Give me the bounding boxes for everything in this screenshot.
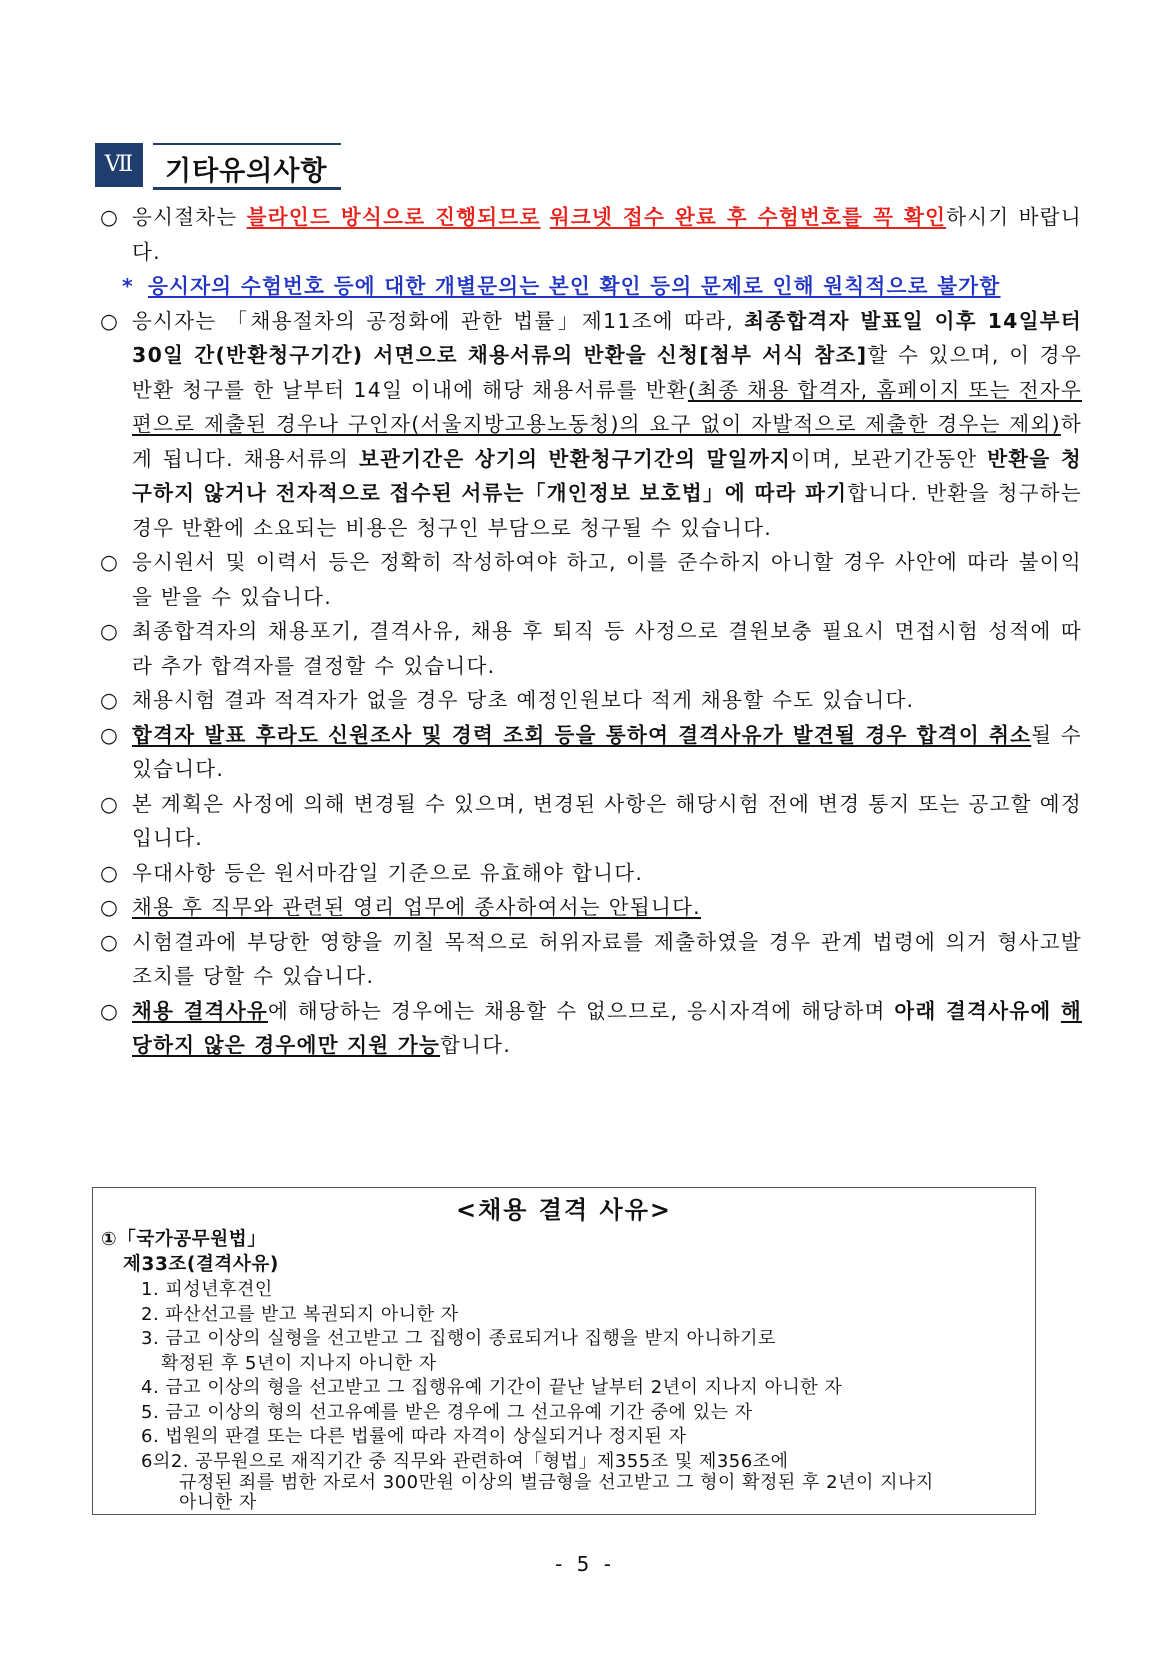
list-item: 3. 금고 이상의 실형을 선고받고 그 집행이 종료되거나 집행을 받지 아니하기로 xyxy=(141,1328,776,1349)
notice-item-disqualification: ○ 채용 결격사유에 해당하는 경우에는 채용할 수 없으므로, 응시자격에 해당하며 아래 결격사유에 해당하지 않은 경우에만 지원 가능합니다. xyxy=(100,994,1082,1063)
list-item: 6. 법원의 판결 또는 다른 법률에 따라 자격이 상실되거나 정지된 자 xyxy=(141,1426,687,1447)
list-item: 1. 피성년후견인 xyxy=(141,1279,273,1300)
circle-bullet-icon: ○ xyxy=(100,619,120,643)
circle-bullet-icon: ○ xyxy=(100,791,120,816)
notice-item-blind-process: ○ 응시절차는 블라인드 방식으로 진행되므로 워크넷 접수 완료 후 수험번호를 꼭 확인하시기 바랍니다. xyxy=(100,200,1082,269)
article-title: 제33조(결격사유) xyxy=(123,1254,279,1275)
list-item: 4. 금고 이상의 형을 선고받고 그 집행유예 기간이 끝난 날부터 2년이 지나지 아니한 자 xyxy=(141,1377,843,1398)
list-item-continuation: 규정된 죄를 범한 자로서 300만원 이상의 벌금형을 선고받고 그 형이 확정된 후 2년이 지나지 xyxy=(179,1472,934,1493)
notice-item-plan-change: ○ 본 계획은 사정에 의해 변경될 수 있으며, 변경된 사항은 해당시험 전에 변경 통지 또는 공고할 예정입니다. xyxy=(100,787,1082,856)
notice-item-cancellation: ○ 합격자 발표 후라도 신원조사 및 경력 조회 등을 통하여 결격사유가 발견될 경우 합격이 취소될 수 있습니다. xyxy=(100,718,1082,787)
section-header xyxy=(95,143,345,187)
notice-item-false-documents: ○ 시험결과에 부당한 영향을 끼칠 목적으로 허위자료를 제출하였을 경우 관계 법령에 의거 형사고발 조치를 당할 수 있습니다. xyxy=(100,925,1082,994)
asterisk-icon: * xyxy=(122,274,135,298)
circle-bullet-icon: ○ xyxy=(100,998,120,1023)
disqualification-list xyxy=(141,1278,1035,1513)
notice-item-document-return: ○ 응시자는 「채용절차의 공정화에 관한 법률」제11조에 따라, 최종합격자 발표일 이후 14일부터 30일 간(반환청구기간) 서면으로 채용서류의 반환을 신청[첨부 서식 참조]할 수 있으며, 이 경우 반환 청구를 한 날부터 14일 이내에 해당 채용서류를 반환(최종 채용 합격자, 홈페이지 또는 전자우편으로 제출된 경우나 구인자(서울지방고용노동청)의 요구 없이 자발적으로 제출한 경우는 제외)하게 됩니다. 채용서류의 보관기간은 상기의 반환청구기간의 말일까지이며, 보관기간동안 반환을 청구하지 않거나 전자적으로 접수된 서류는「개인정보 보호법」에 따라 파기합니다. 반환을 청구하는 경우 반환에 소요되는 비용은 청구인 부담으로 청구될 수 있습니다. xyxy=(100,304,1082,546)
circle-bullet-icon: ○ xyxy=(100,308,120,333)
law-name: ①「국가공무원법」 xyxy=(101,1229,267,1250)
circle-bullet-icon: ○ xyxy=(100,860,120,885)
circle-bullet-icon: ○ xyxy=(100,722,120,747)
page-number: - 5 - xyxy=(555,1552,615,1576)
notice-item-additional-pass: ○ 최종합격자의 채용포기, 결격사유, 채용 후 퇴직 등 사정으로 결원보충 필요시 면접시험 성적에 따라 추가 합격자를 결정할 수 있습니다. xyxy=(100,614,1082,683)
notice-item-fewer-hires: ○ 채용시험 결과 적격자가 없을 경우 당초 예정인원보다 적게 채용할 수도 있습니다. xyxy=(100,683,1082,718)
inquiry-note-text: 응시자의 수험번호 등에 대한 개별문의는 본인 확인 등의 문제로 인해 원칙적으로 불가함 xyxy=(148,274,1001,298)
section-number-badge: Ⅶ xyxy=(95,143,143,187)
circle-bullet-icon: ○ xyxy=(100,895,120,919)
list-item-continuation: 확정된 후 5년이 지나지 아니한 자 xyxy=(161,1352,437,1374)
circle-bullet-icon: ○ xyxy=(100,550,120,574)
list-item: 5. 금고 이상의 형의 선고유예를 받은 경우에 그 선고유예 기간 중에 있는 자 xyxy=(141,1401,753,1423)
notice-list xyxy=(100,200,1082,1063)
list-item: 6의2. 공무원으로 재직기간 중 직무와 관련하여「형법」제355조 및 제356조에 xyxy=(141,1450,789,1472)
list-item: 2. 파산선고를 받고 복권되지 아니한 자 xyxy=(141,1303,459,1325)
disqualification-box xyxy=(92,1187,1036,1515)
list-item-continuation: 아니한 자 xyxy=(179,1492,257,1513)
circle-bullet-icon: ○ xyxy=(100,688,120,712)
notice-item-preference: ○ 우대사항 등은 원서마감일 기준으로 유효해야 합니다. xyxy=(100,856,1082,891)
section-title: 기타유의사항 xyxy=(165,156,328,187)
blind-process-highlight: 블라인드 방식으로 진행되므로 xyxy=(246,205,541,229)
box-title: <채용 결격 사유> xyxy=(455,1196,673,1224)
exam-number-highlight: 워크넷 접수 완료 후 수험번호를 꼭 확인 xyxy=(549,205,947,229)
circle-bullet-icon: ○ xyxy=(100,929,120,954)
notice-item-side-business: ○ 채용 후 직무와 관련된 영리 업무에 종사하여서는 안됩니다. xyxy=(100,890,1082,925)
section-title-frame xyxy=(153,143,341,190)
circle-bullet-icon: ○ xyxy=(100,205,120,229)
notice-item-accuracy: ○ 응시원서 및 이력서 등은 정확히 작성하여야 하고, 이를 준수하지 아니할 경우 사안에 따라 불이익을 받을 수 있습니다. xyxy=(100,545,1082,614)
notice-note-inquiry xyxy=(100,269,1082,304)
